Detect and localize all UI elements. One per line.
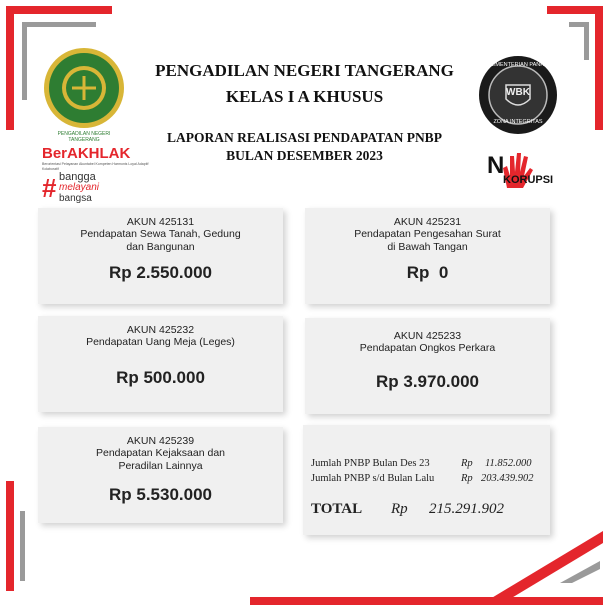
summary-total-label: TOTAL <box>311 501 363 517</box>
summary-total-value: 215.291.902 <box>429 501 504 517</box>
court-name-line2: KELAS I A KHUSUS <box>225 87 384 106</box>
account-card-425231 <box>305 208 550 304</box>
berakhlak-tagline: Berorientasi Pelayanan Akuntabel Kompeten Harmonis Loyal Adaptif Kolaboratif <box>42 162 149 171</box>
account-description-line1: Pendapatan Kejaksaan dan <box>95 447 226 459</box>
account-description-line1: Pendapatan Ongkos Perkara <box>359 342 496 354</box>
account-description-line2: dan Bangunan <box>126 241 195 253</box>
account-amount: Rp 3.970.000 <box>375 372 479 391</box>
report-title-line1: LAPORAN REALISASI PENDAPATAN PNBP <box>167 130 442 145</box>
bangga-text: bangga <box>59 171 96 183</box>
summary-row-prior <box>311 473 534 484</box>
summary-month-label: Jumlah PNBP Bulan Des 23 <box>311 458 430 469</box>
bangsa-text: bangsa <box>59 193 92 204</box>
account-card-425131 <box>38 208 283 304</box>
account-number: AKUN 425131 <box>126 216 195 228</box>
no-korupsi-text: KORUPSI <box>503 174 554 186</box>
report-title-line2: BULAN DESEMBER 2023 <box>226 148 383 163</box>
account-amount: Rp 0 <box>406 263 449 282</box>
summary-card <box>303 425 550 535</box>
account-number: AKUN 425239 <box>126 435 195 447</box>
berakhlak-wordmark: BerAKHLAK <box>42 145 131 162</box>
summary-month-value: 11.852.000 <box>485 458 532 469</box>
summary-prior-label: Jumlah PNBP s/d Bulan Lalu <box>311 473 435 484</box>
account-number: AKUN 425233 <box>393 330 462 342</box>
account-amount: Rp 5.530.000 <box>108 485 212 504</box>
wbk-ring-bottom: ZONA INTEGRITAS <box>493 119 543 125</box>
account-amount: Rp 500.000 <box>116 368 205 387</box>
summary-month-rp: Rp <box>461 458 473 469</box>
account-description-line2: Peradilan Lainnya <box>118 460 203 472</box>
account-amount: Rp 2.550.000 <box>108 263 212 282</box>
hash-symbol: # <box>42 173 57 203</box>
summary-total-rp: Rp <box>391 501 408 517</box>
account-card-425232 <box>38 316 283 412</box>
melayani-text: melayani <box>59 182 100 193</box>
court-seal-logo <box>42 46 126 130</box>
summary-prior-rp: Rp <box>461 473 473 484</box>
no-korupsi-logo <box>487 150 567 190</box>
account-description-line1: Pendapatan Uang Meja (Leges) <box>86 336 235 348</box>
summary-row-month <box>311 458 532 469</box>
summary-prior-value: 203.439.902 <box>481 473 534 484</box>
court-seal-text: PENGADILAN NEGERI TANGERANG <box>57 131 111 143</box>
summary-row-total <box>311 501 504 518</box>
account-card-425233 <box>305 318 550 414</box>
account-number: AKUN 425231 <box>393 216 462 228</box>
no-korupsi-n: N <box>487 152 505 179</box>
account-description-line1: Pendapatan Pengesahan Surat <box>354 228 501 240</box>
wbk-ring-top: KEMENTERIAN PANRB <box>488 62 548 68</box>
account-card-425239 <box>38 427 283 523</box>
bangga-melayani-logo <box>42 171 122 205</box>
account-description-line2: di Bawah Tangan <box>387 241 468 253</box>
wbk-badge <box>478 55 558 135</box>
court-name-line1: PENGADILAN NEGERI TANGERANG <box>155 61 454 80</box>
wbk-center: WBK <box>506 87 530 98</box>
account-description-line1: Pendapatan Sewa Tanah, Gedung <box>80 228 241 240</box>
account-number: AKUN 425232 <box>126 324 195 336</box>
